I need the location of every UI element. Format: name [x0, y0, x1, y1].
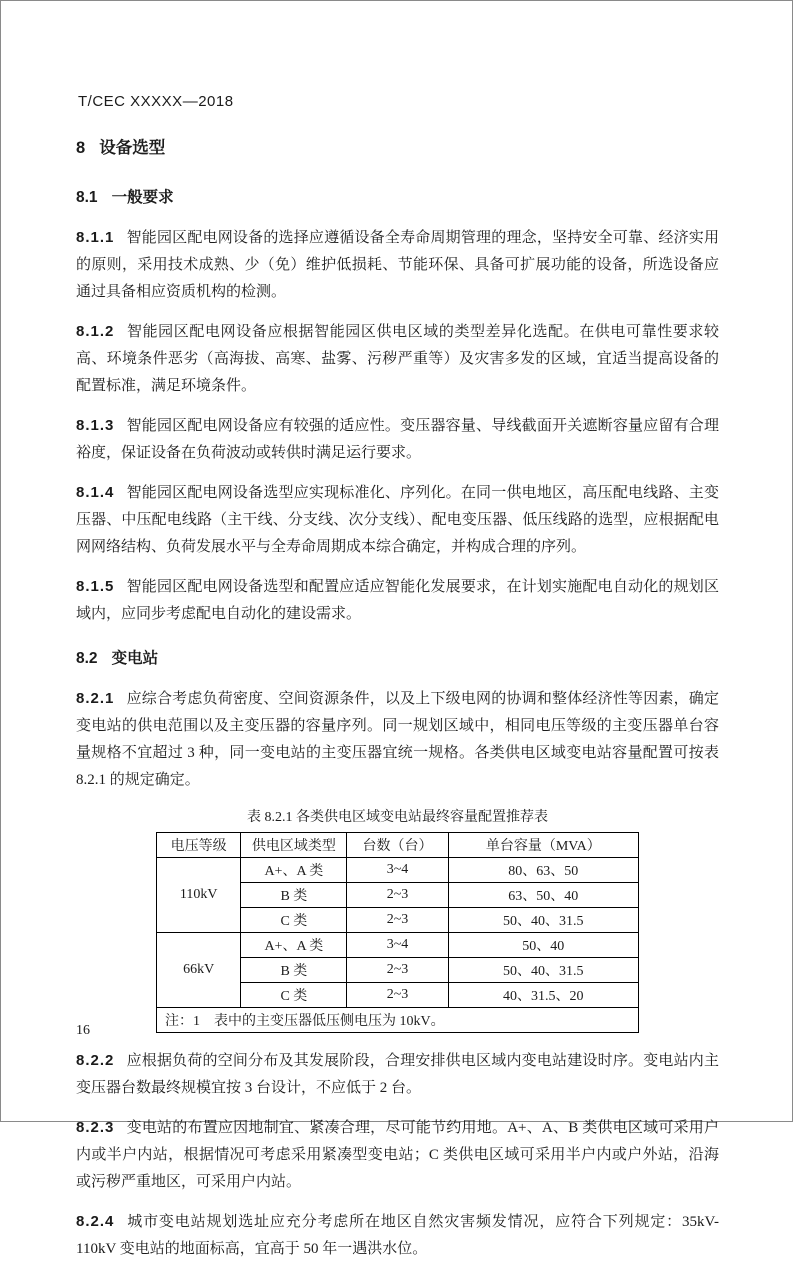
capacity-table — [156, 832, 639, 1033]
clause-8-1-2 — [76, 318, 719, 400]
section-title: 变电站 — [111, 650, 159, 667]
chapter-number: 8 — [76, 139, 86, 157]
clause-8-1-4 — [76, 479, 719, 561]
clause-8-2-1 — [76, 685, 719, 794]
area-type-cell: C 类 — [241, 908, 347, 933]
unit-count-cell: 2~3 — [347, 883, 448, 908]
capacity-cell: 50、40 — [448, 933, 638, 958]
unit-count-cell: 2~3 — [347, 958, 448, 983]
voltage-cell: 110kV — [157, 858, 241, 933]
section-number: 8.2 — [76, 650, 98, 667]
clause-8-2-4 — [76, 1208, 719, 1263]
clause-text: 智能园区配电网设备选型应实现标准化、序列化。在同一供电地区，高压配电线路、主变压器、中压配电线路（主干线、分支线、次分支线）、配电变压器、低压线路的选型，应根据配电网网络结构、负荷发展水平与全寿命周期成本综合确定，并构成合理的序列。 — [76, 485, 719, 555]
table-note: 注：1 表中的主变压器低压侧电压为 10kV。 — [157, 1008, 639, 1033]
header-unit-count: 台数（台） — [347, 833, 448, 858]
clause-number: 8.1.4 — [76, 484, 115, 501]
clause-8-2-3 — [76, 1114, 719, 1196]
capacity-cell: 50、40、31.5 — [448, 908, 638, 933]
clause-number: 8.1.3 — [76, 417, 115, 434]
unit-count-cell: 2~3 — [347, 908, 448, 933]
section-heading-8-1 — [76, 185, 719, 207]
clause-8-1-3 — [76, 412, 719, 467]
capacity-cell: 63、50、40 — [448, 883, 638, 908]
clause-text: 智能园区配电网设备选型和配置应适应智能化发展要求，在计划实施配电自动化的规划区域内，应同步考虑配电自动化的建设需求。 — [76, 579, 719, 622]
clause-number: 8.1.2 — [76, 323, 115, 340]
document-header: T/CEC XXXXX—2018 — [78, 93, 234, 110]
clause-8-1-5 — [76, 573, 719, 628]
area-type-cell: B 类 — [241, 958, 347, 983]
unit-count-cell: 3~4 — [347, 933, 448, 958]
capacity-cell: 50、40、31.5 — [448, 958, 638, 983]
clause-text: 城市变电站规划选址应充分考虑所在地区自然灾害频发情况，应符合下列规定：35kV-110kV 变电站的地面标高，宜高于 50 年一遇洪水位。 — [76, 1214, 719, 1257]
section-title: 一般要求 — [111, 189, 174, 206]
header-unit-capacity: 单台容量（MVA） — [448, 833, 638, 858]
chapter-heading — [76, 134, 719, 158]
header-supply-area-type: 供电区域类型 — [241, 833, 347, 858]
clause-number: 8.2.3 — [76, 1119, 115, 1136]
unit-count-cell: 2~3 — [347, 983, 448, 1008]
area-type-cell: A+、A 类 — [241, 858, 347, 883]
clause-number: 8.2.1 — [76, 690, 115, 707]
table-row — [157, 933, 639, 958]
clause-number: 8.2.4 — [76, 1213, 115, 1230]
clause-text: 智能园区配电网设备应根据智能园区供电区域的类型差异化选配。在供电可靠性要求较高、环境条件恶劣（高海拔、高寒、盐雾、污秽严重等）及灾害多发的区域，宜适当提高设备的配置标准，满足环境条件。 — [76, 324, 719, 394]
table-note-row — [157, 1008, 639, 1033]
table-header-row — [157, 833, 639, 858]
area-type-cell: B 类 — [241, 883, 347, 908]
section-number: 8.1 — [76, 189, 98, 206]
clause-text: 智能园区配电网设备应有较强的适应性。变压器容量、导线截面开关遮断容量应留有合理裕度，保证设备在负荷波动或转供时满足运行要求。 — [76, 418, 719, 461]
header-voltage-level: 电压等级 — [157, 833, 241, 858]
capacity-cell: 80、63、50 — [448, 858, 638, 883]
clause-text: 应综合考虑负荷密度、空间资源条件，以及上下级电网的协调和整体经济性等因素，确定变电站的供电范围以及主变压器的容量序列。同一规划区域中，相同电压等级的主变压器单台容量规格不宜超过 3 种，同一变电站的主变压器宜统一规格。各类供电区域变电站容量配置可按表 8.2.1 的规定确定。 — [76, 691, 719, 788]
chapter-title: 设备选型 — [99, 139, 166, 157]
page-number: 16 — [76, 1023, 90, 1038]
clause-number: 8.1.1 — [76, 229, 115, 246]
clause-text: 应根据负荷的空间分布及其发展阶段，合理安排供电区域内变电站建设时序。变电站内主变压器台数最终规模宜按 3 台设计，不应低于 2 台。 — [76, 1053, 719, 1096]
table-title: 表 8.2.1 各类供电区域变电站最终容量配置推荐表 — [247, 810, 548, 825]
clause-8-2-2 — [76, 1047, 719, 1102]
section-heading-8-2 — [76, 646, 719, 668]
clause-8-1-1 — [76, 224, 719, 306]
unit-count-cell: 3~4 — [347, 858, 448, 883]
table-row — [157, 858, 639, 883]
clause-text: 变电站的布置应因地制宜、紧凑合理，尽可能节约用地。A+、A、B 类供电区域可采用户内或半户内站，根据情况可考虑采用紧凑型变电站；C 类供电区域可采用半户内或户外站，沿海或污秽严重地区，可采用户内站。 — [76, 1120, 719, 1190]
area-type-cell: C 类 — [241, 983, 347, 1008]
voltage-cell: 66kV — [157, 933, 241, 1008]
area-type-cell: A+、A 类 — [241, 933, 347, 958]
clause-text: 智能园区配电网设备的选择应遵循设备全寿命周期管理的理念，坚持安全可靠、经济实用的原则，采用技术成熟、少（免）维护低损耗、节能环保、具备可扩展功能的设备，所选设备应通过具备相应资质机构的检测。 — [76, 230, 719, 300]
capacity-cell: 40、31.5、20 — [448, 983, 638, 1008]
clause-number: 8.1.5 — [76, 578, 115, 595]
clause-number: 8.2.2 — [76, 1052, 115, 1069]
